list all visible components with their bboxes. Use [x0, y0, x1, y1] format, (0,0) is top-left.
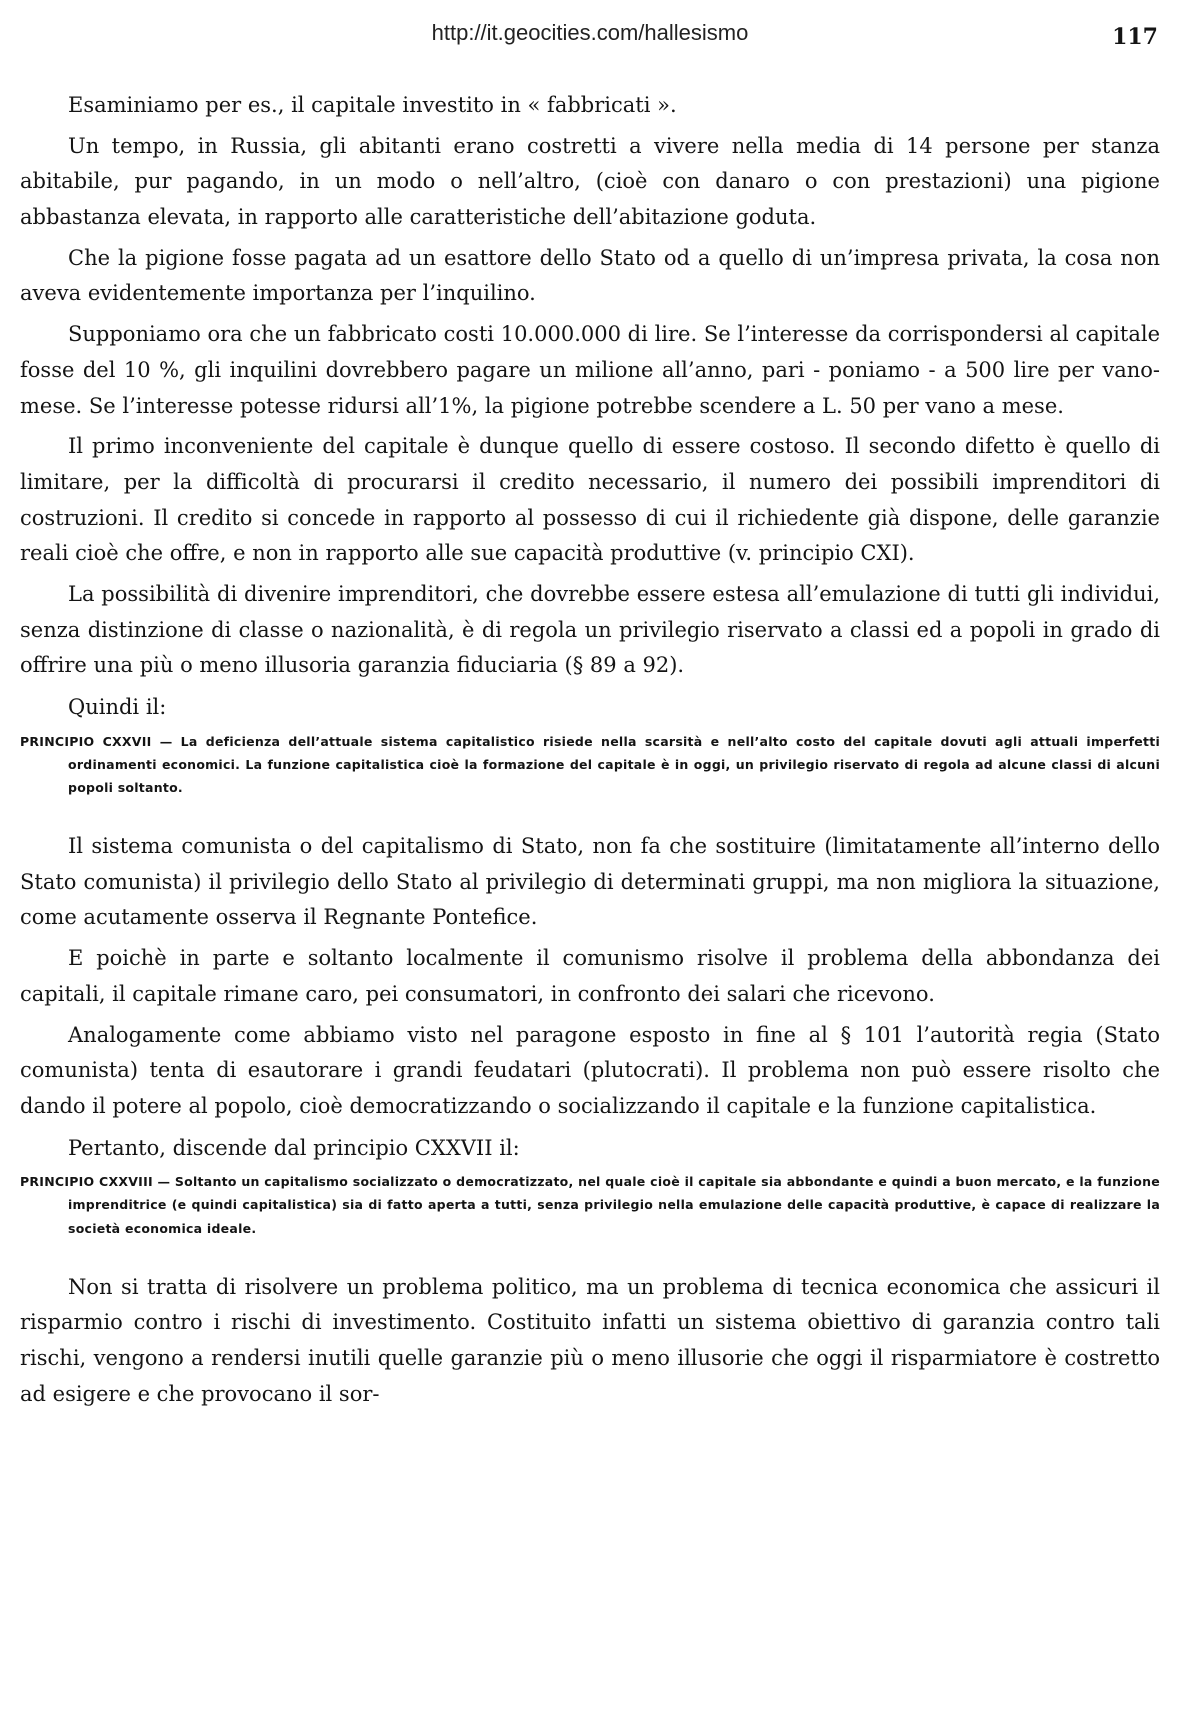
- paragraph-11: Pertanto, discende dal principio CXXVII il:: [68, 1135, 520, 1160]
- page-body: [20, 88, 1160, 1417]
- paragraph-2: Un tempo, in Russia, gli abitanti erano costretti a vivere nella media di 14 persone per stanza abitabile, pur pagando, in un modo o nell’altro, (cioè con danaro o con prestazioni) una pigione abbastanza elevata, in rapporto alle caratteristiche dell’abitazione goduta.: [20, 133, 1160, 230]
- paragraph-6: La possibilità di divenire imprenditori, che dovrebbe essere estesa all’emulazione di tutti gli individui, senza distinzione di classe o nazionalità, è di regola un privilegio riservato a classi ed a popoli in grado di offrire una più o meno illusoria garanzia fiduciaria (§ 89 a 92).: [20, 581, 1160, 678]
- paragraph-12: Non si tratta di risolvere un problema politico, ma un problema di tecnica economica che assicuri il risparmio contro i rischi di investimento. Costituito infatti un sistema obiettivo di garanzia contro tali rischi, vengono a rendersi inutili quelle garanzie più o meno illusorie che oggi il risparmiatore è costretto ad esigere e che provocano il sor-: [20, 1274, 1160, 1406]
- page-number: 117: [1112, 24, 1158, 50]
- principle-cxxvii: PRINCIPIO CXXVII — La deficienza dell’attuale sistema capitalistico risiede nella scarsità e nell’alto costo del capitale dovuti agli attuali imperfetti ordinamenti economici. La funzione capitalistica cioè la formazione del capitale è in oggi, un privilegio riservato di regola ad alcune classi di alcuni popoli soltanto.: [20, 733, 1160, 795]
- paragraph-4: Supponiamo ora che un fabbricato costi 10.000.000 di lire. Se l’interesse da corrispondersi al capitale fosse del 10 %, gli inquilini dovrebbero pagare un milione all’anno, pari - poniamo - a 500 lire per vano-mese. Se l’interesse potesse ridursi all’1%, la pigione potrebbe scendere a L. 50 per vano a mese.: [20, 322, 1160, 418]
- paragraph-5: Il primo inconveniente del capitale è dunque quello di essere costoso. Il secondo difetto è quello di limitare, per la difficoltà di procurarsi il credito necessario, il numero dei possibili imprenditori di costruzioni. Il credito si concede in rapporto al possesso di cui il richiedente già dispone, delle garanzie reali cioè che offre, e non in rapporto alle sue capacità produttive (v. principio CXI).: [20, 434, 1160, 566]
- paragraph-1: Esaminiamo per es., il capitale investito in « fabbricati ».: [68, 93, 677, 117]
- header-url: http://it.geocities.com/hallesismo: [431, 20, 749, 45]
- principle-cxxviii: PRINCIPIO CXXVIII — Soltanto un capitalismo socializzato o democratizzato, nel quale cioè il capitale sia abbondante e quindi a buon mercato, e la funzione imprenditrice (e quindi capitalistica) sia di fatto aperta a tutti, senza privilegio nella emulazione delle capacità produttive, è capace di realizzare la società economica ideale.: [20, 1174, 1160, 1236]
- paragraph-3: Che la pigione fosse pagata ad un esattore dello Stato od a quello di un’impresa privata, la cosa non aveva evidentemente importanza per l’inquilino.: [20, 245, 1160, 306]
- paragraph-9: E poichè in parte e soltanto localmente il comunismo risolve il problema della abbondanza dei capitali, il capitale rimane caro, pei consumatori, in confronto dei salari che ricevono.: [20, 946, 1160, 1006]
- paragraph-8: Il sistema comunista o del capitalismo di Stato, non fa che sostituire (limitatamente all’interno dello Stato comunista) il privilegio dello Stato al privilegio di determinati gruppi, ma non migliora la situazione, come acutamente osserva il Regnante Pontefice.: [20, 834, 1160, 930]
- paragraph-7: Quindi il:: [68, 695, 167, 719]
- paragraph-10: Analogamente come abbiamo visto nel paragone esposto in fine al § 101 l’autorità regia (Stato comunista) tenta di esautorare i grandi feudatari (plutocrati). Il problema non può essere risolto che dando il potere al popolo, cioè democratizzando o socializzando il capitale e la funzione capitalistica.: [20, 1022, 1160, 1118]
